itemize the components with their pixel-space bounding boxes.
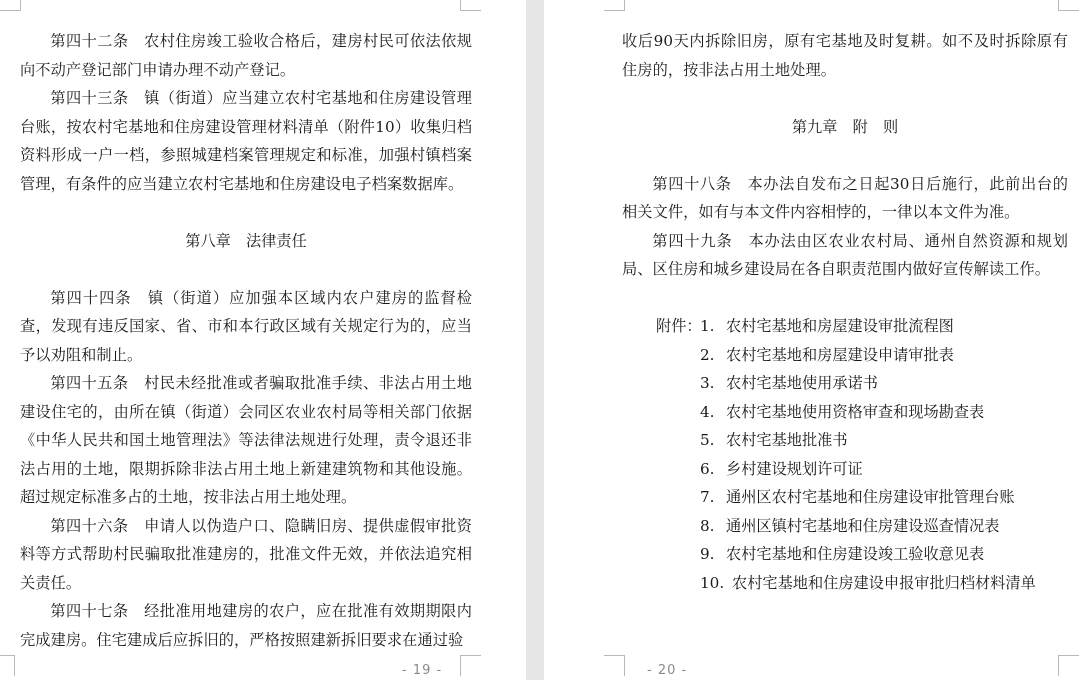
list-item: [622, 540, 1068, 569]
article-47-continued: 收后90天内拆除旧房，原有宅基地及时复耕。如不及时拆除原有住房的，按非法占用土地处理。: [622, 32, 1068, 79]
crop-mark: [1058, 0, 1079, 11]
crop-mark: [0, 0, 21, 11]
appendix-lead: 附件：: [656, 317, 702, 335]
crop-mark: [460, 655, 481, 676]
article-44: 第四十四条 镇（街道）应加强本区域内农户建房的监督检查，发现有违反国家、省、市和本行政区域有关规定行为的，应当予以劝阻和制止。: [20, 288, 472, 364]
appendix-list: [622, 312, 1068, 597]
item-number: 5.: [700, 431, 715, 449]
item-text: 农村宅基地批准书: [726, 431, 848, 449]
item-number: 2.: [700, 345, 715, 364]
list-item: [622, 483, 1068, 512]
article-47: 第四十七条 经批准用地建房的农户，应在批准有效期期限内完成建房。住宅建成后应拆旧的，严格按照建新拆旧要求在通过验: [20, 602, 472, 649]
crop-mark: [0, 655, 15, 676]
page-body: [20, 27, 472, 654]
crop-mark: [1058, 655, 1079, 676]
document-page-19: [0, 0, 526, 680]
article-45: 第四十五条 村民未经批准或者骗取批准手续、非法占用土地建设住宅的，由所在镇（街道）会同区农业农村局等相关部门依据《中华人民共和国土地管理法》等法律法规进行处理，责令退还非法占用的土地，限期拆除非法占用土地上新建建筑物和其他设施。超过规定标准多占的土地，按非法占用土地处理。: [20, 374, 472, 506]
list-item: [622, 341, 1068, 370]
item-text: 农村宅基地使用资格审查和现场勘查表: [726, 402, 985, 421]
item-number: 6.: [700, 459, 715, 478]
chapter-heading: 第九章 附 则: [791, 117, 899, 136]
page-number: - 20 -: [647, 663, 688, 678]
article-49: 第四十九条 本办法由区农业农村局、通州自然资源和规划局、区住房和城乡建设局在各自职责范围内做好宣传解读工作。: [622, 231, 1068, 278]
item-number: 8.: [700, 516, 715, 535]
crop-mark: [604, 0, 625, 11]
item-number: 10.: [700, 573, 725, 592]
page-body: [622, 27, 1068, 597]
item-text: 农村宅基地和房屋建设申请审批表: [726, 345, 954, 364]
page-number: - 19 -: [402, 663, 443, 678]
item-text: 通州区农村宅基地和住房建设审批管理台账: [726, 488, 1015, 506]
list-item: [622, 312, 1068, 341]
crop-mark: [460, 0, 481, 11]
article-42: 第四十二条 农村住房竣工验收合格后，建房村民可依法依规向不动产登记部门申请办理不动产登记。: [20, 32, 472, 79]
item-text: 农村宅基地和住房建设申报审批归档材料清单: [732, 573, 1036, 592]
list-item: [622, 455, 1068, 484]
item-text: 农村宅基地和住房建设竣工验收意见表: [726, 545, 985, 563]
item-text: 通州区镇村宅基地和住房建设巡查情况表: [726, 516, 1000, 535]
list-item: [622, 369, 1068, 398]
item-text: 乡村建设规划许可证: [726, 459, 863, 478]
item-text: 农村宅基地使用承诺书: [726, 374, 878, 392]
list-item: [622, 398, 1068, 427]
article-48: 第四十八条 本办法自发布之日起30日后施行，此前出台的相关文件，如有与本文件内容相悖的，一律以本文件为准。: [622, 174, 1068, 221]
item-number: 9.: [700, 545, 715, 563]
list-item: [622, 569, 1068, 598]
item-number: 4.: [700, 402, 715, 421]
list-item: [622, 512, 1068, 541]
item-text: 农村宅基地和房屋建设审批流程图: [726, 317, 954, 335]
document-page-20: [544, 0, 1080, 680]
item-number: 3.: [700, 374, 715, 392]
item-number: 7.: [700, 488, 715, 506]
list-item: [622, 426, 1068, 455]
chapter-heading: 第八章 法律责任: [185, 231, 307, 250]
item-number: 1.: [700, 317, 715, 335]
article-46: 第四十六条 申请人以伪造户口、隐瞒旧房、提供虚假审批资料等方式帮助村民骗取批准建房的，批准文件无效，并依法追究相关责任。: [20, 516, 472, 592]
crop-mark: [604, 655, 625, 676]
article-43: 第四十三条 镇（街道）应当建立农村宅基地和住房建设管理台账，按农村宅基地和住房建设管理材料清单（附件10）收集归档资料形成一户一档，参照城建档案管理规定和标准，加强村镇档案管理，有条件的应当建立农村宅基地和住房建设电子档案数据库。: [20, 89, 472, 193]
